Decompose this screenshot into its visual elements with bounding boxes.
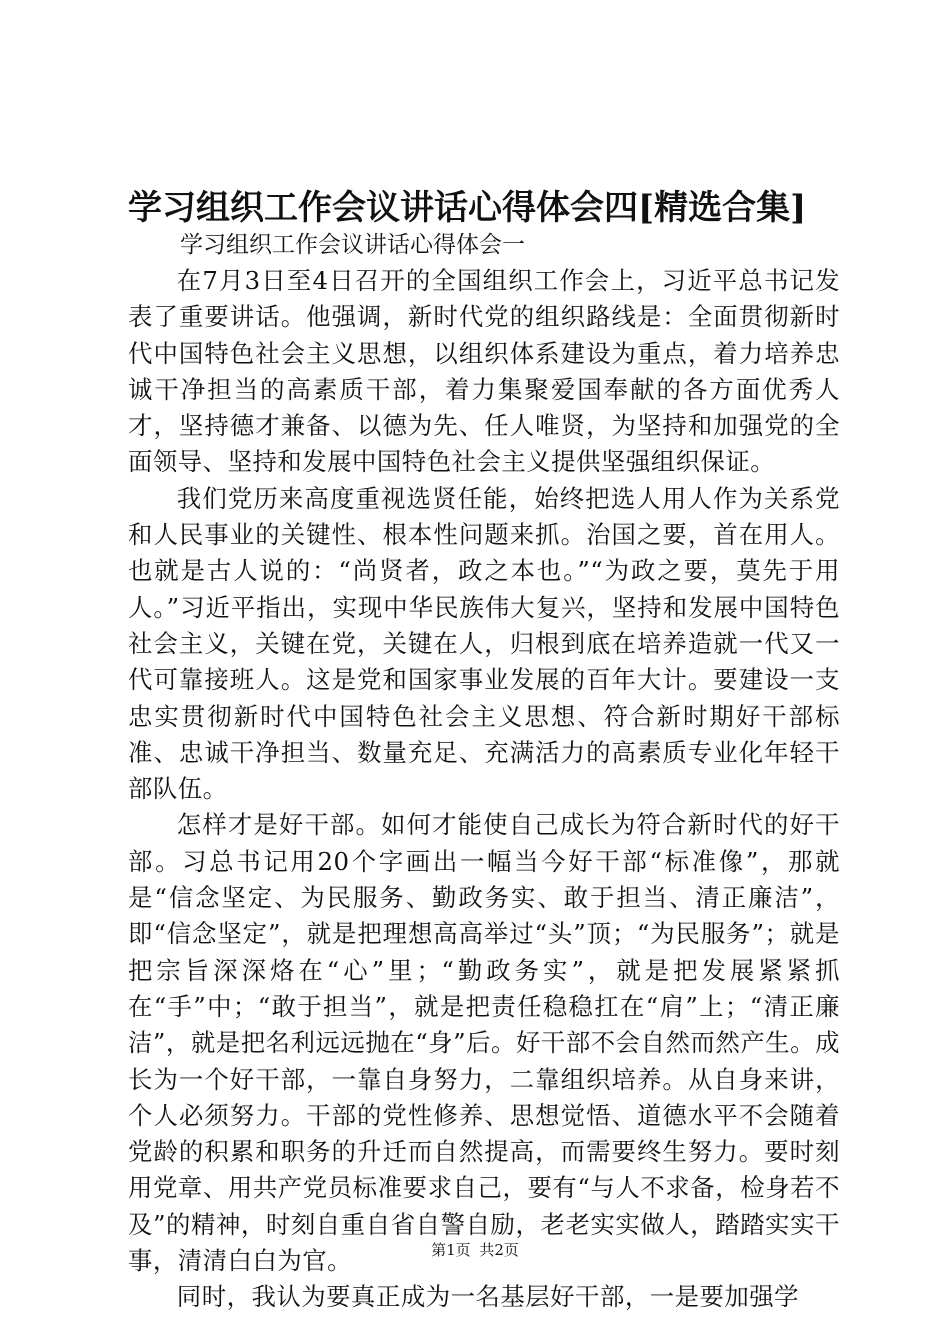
paragraph-3: 怎样才是好干部。如何才能使自己成长为符合新时代的好干部。习总书记用20个字画出一幅当今好干部“标准像”，那就是“信念坚定、为民服务、勤政务实、敢于担当、清正廉洁”，即“信念坚定”，就是把理想高高举过“头”顶；“为民服务”；就是把宗旨深深烙在“心”里；“勤政务实”，就是把发展紧紧抓在“手”中；“敢于担当”，就是把责任稳稳扛在“肩”上；“清正廉洁”，就是把名利远远抛在“身”后。好干部不会自然而然产生。成长为一个好干部，一靠自身努力，二靠组织培养。从自身来讲，个人必须努力。干部的党性修养、思想觉悟、道德水平不会随着党龄的积累和职务的升迁而自然提高，而需要终生努力。要时刻用党章、用共产党员标准要求自己，要有“与人不求备，检身若不及”的精神，时刻自重自省自警自励，老老实实做人，踏踏实实干事，清清白白为官。 (128, 810, 840, 1276)
paragraph-2: 我们党历来高度重视选贤任能，始终把选人用人作为关系党和人民事业的关键性、根本性问题来抓。治国之要，首在用人。也就是古人说的：“尚贤者，政之本也。”“为政之要，莫先于用人。”习近平指出，实现中华民族伟大复兴，坚持和发展中国特色社会主义，关键在党，关键在人，归根到底在培养造就一代又一代可靠接班人。这是党和国家事业发展的百年大计。要建设一支忠实贯彻新时代中国特色社会主义思想、符合新时期好干部标准、忠诚干净担当、数量充足、充满活力的高素质专业化年轻干部队伍。 (128, 483, 840, 804)
section-subheading: 学习组织工作会议讲话心得体会一 (180, 232, 525, 258)
paragraph-4: 同时，我认为要真正成为一名基层好干部，一是要加强学 (176, 1282, 800, 1312)
page-footer (0, 1240, 950, 1260)
page-number: 第1页 (431, 1241, 471, 1259)
page-total: 共2页 (479, 1241, 519, 1259)
document-title: 学习组织工作会议讲话心得体会四[精选合集] (128, 188, 807, 228)
paragraph-1: 在7月3日至4日召开的全国组织工作会上，习近平总书记发表了重要讲话。他强调，新时代党的组织路线是：全面贯彻新时代中国特色社会主义思想，以组织体系建设为重点，着力培养忠诚干净担当的高素质干部，着力集聚爱国奉献的各方面优秀人才，坚持德才兼备、以德为先、任人唯贤，为坚持和加强党的全面领导、坚持和发展中国特色社会主义提供坚强组织保证。 (128, 266, 840, 477)
document-body (128, 227, 840, 1316)
